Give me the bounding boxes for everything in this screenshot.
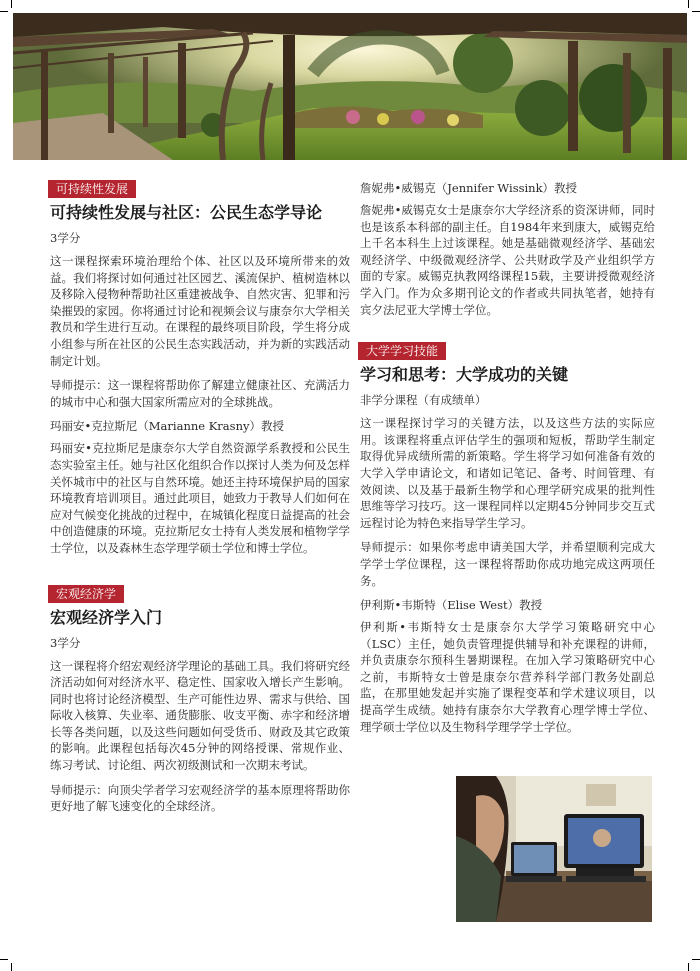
course-title: 学习和思考：大学成功的关键	[360, 365, 569, 385]
instructor-bio: 玛丽安•克拉斯尼是康奈尔大学自然资源学系教授和公民生态实验室主任。她与社区化组织合作以探讨人类为何及怎样关怀城市中的社区与自然环境。她还主持环境保护局的国家环境教育培训项目。通过此项目，她致力于教导人们如何在应对气候变化挑战的过程中，在城镇化程度日益提高的社会中创造健康的环境。克拉斯尼女士持有人类发展和植物学学士学位，以及森林生态学理学硕士学位和博士学位。	[50, 441, 350, 555]
instructor-tip: 导师提示：这一课程将帮助你了解建立健康社区、充满活力的城市中心和强大国家所需应对的全球挑战。	[50, 378, 350, 409]
crop-mark	[692, 11, 700, 12]
category-tag: 宏观经济学	[48, 585, 124, 603]
course-credits: 非学分课程（有成绩单）	[360, 393, 487, 408]
crop-mark	[0, 11, 8, 12]
crop-mark	[688, 0, 689, 8]
category-tag: 大学学习技能	[358, 342, 446, 360]
course-description: 这一课程探讨学习的关键方法，以及这些方法的实际应用。该课程将重点评估学生的强项和短板，帮助学生制定取得优异成绩所需的新策略。学生将学习如何准备有效的大学入学申请论文，和诸如记笔记、备考、时间管理、有效阅读、以及基于最新生物学和心理学研究成果的批判性思维等学习技巧。这一课程同样以定期45分钟同步交互式远程讨论为特色来指导学生学习。	[360, 416, 655, 530]
course-title: 可持续性发展与社区：公民生态学导论	[50, 203, 323, 222]
instructor-tip: 导师提示：向顶尖学者学习宏观经济学的基本原理将帮助你更好地了解飞速变化的全球经济。	[50, 782, 350, 814]
crop-mark	[692, 959, 700, 960]
instructor-name: 詹妮弗•威锡克（Jennifer Wissink）教授	[360, 181, 578, 195]
instructor-tip: 导师提示：如果你考虑申请美国大学，并希望顺利完成大学学士学位课程，这一课程将帮助你成功地完成这两项任务。	[360, 540, 655, 588]
student-laptop-photo	[456, 776, 652, 922]
instructor-bio: 伊利斯•韦斯特女士是康奈尔大学学习策略研究中心（LSC）主任，她负责管理提供辅导和补充课程的讲师，并负责康奈尔预科生暑期课程。在加入学习策略研究中心之前，韦斯特女士曾是康奈尔营养科学部门教务处副总监，在那里她发起并实施了课程变革和学术建议项目，以提高学生成绩。她持有康奈尔大学教育心理学博士学位、理学硕士学位以及生物科学理学学士学位。	[360, 620, 655, 734]
course-title: 宏观经济学入门	[50, 607, 163, 627]
garden-pergola-photo	[13, 13, 687, 160]
instructor-name: 伊利斯•韦斯特（Elise West）教授	[360, 598, 543, 613]
instructor-bio: 詹妮弗•威锡克女士是康奈尔大学经济系的资深讲师，同时也是该系本科部的副主任。自1984年来到康大，威锡克给上千名本科生上过该课程。她是基础微观经济学、基础宏观经济学、中级微观经济学、公共财政学及产业组织学方面的专家。威锡克执教网络课程15载，主要讲授微观经济学入门。作为众多期刊论文的作者或共同执笔者，她持有宾夕法尼亚大学博士学位。	[360, 203, 655, 317]
crop-mark	[688, 963, 689, 971]
left-column	[50, 178, 350, 823]
course-description: 这一课程将介绍宏观经济学理论的基础工具。我们将研究经济活动如何对经济水平、稳定性、国家收入增长产生影响。同时也将讨论经济模型、生产可能性边界、需求与供给、国际收入核算、失业率、通货膨胀、收支平衡、赤字和经济增长等各类问题，以及这些问题如何受货币、财政及其它政策的影响。此课程包括每次45分钟的网络授课、常规作业、练习考试、讨论组、两次初级测试和一次期末考试。	[50, 658, 350, 773]
right-column	[360, 180, 655, 743]
course-credits: 3学分	[50, 635, 81, 650]
course-credits: 3学分	[50, 231, 81, 245]
instructor-name: 玛丽安•克拉斯尼（Marianne Krasny）教授	[50, 419, 284, 434]
crop-mark	[11, 963, 12, 971]
crop-mark	[0, 959, 8, 960]
crop-mark	[11, 0, 12, 8]
course-description: 这一课程探索环境治理给个体、社区以及环境所带来的效益。我们将探讨如何通过社区园艺、溪流保护、植树造林以及移除入侵物种帮助社区重建被战争、自然灾害、犯罪和污染摧毁的家园。你将通过讨论和视频会议与康奈尔大学相关教员和学生进行互动。在课程的最终项目阶段，学生将分成小组参与所在社区的公民生态实践活动，并为新的实践活动制定计划。	[50, 254, 350, 368]
category-tag: 可持续性发展	[48, 180, 136, 198]
